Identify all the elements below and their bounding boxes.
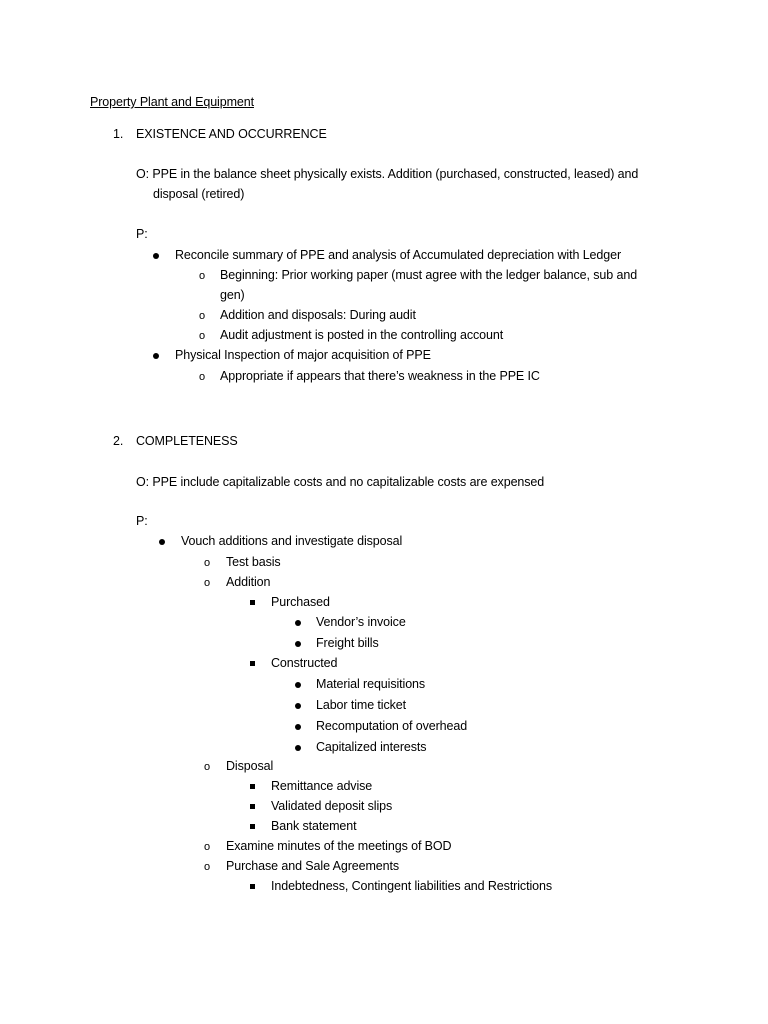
list-item: Material requisitions	[316, 677, 426, 691]
section-2-procedures-label: P:	[136, 514, 148, 528]
square-bullet-icon	[245, 878, 259, 894]
square-bullet-icon	[245, 594, 259, 610]
square-bullet-icon	[245, 798, 259, 814]
hollow-circle-bullet-icon: o	[203, 861, 211, 873]
list-item-continuation: gen)	[220, 288, 245, 302]
list-item: Disposal	[226, 759, 274, 773]
list-item: Audit adjustment is posted in the controlling account	[220, 328, 504, 342]
square-bullet-icon	[245, 655, 259, 671]
list-item: Appropriate if appears that there’s weakness in the PPE IC	[220, 369, 540, 383]
hollow-circle-bullet-icon: o	[203, 577, 211, 589]
section-1-heading: EXISTENCE AND OCCURRENCE	[136, 127, 327, 141]
list-item: Purchase and Sale Agreements	[226, 859, 400, 873]
list-item: Test basis	[226, 555, 281, 569]
section-1-objective-line-1: O: PPE in the balance sheet physically exists. Addition (purchased, constructed, leased) and	[136, 167, 639, 181]
list-item: Constructed	[271, 656, 338, 670]
list-item: Examine minutes of the meetings of BOD	[226, 839, 452, 853]
square-bullet-icon	[245, 778, 259, 794]
list-item: Vendor’s invoice	[316, 615, 406, 629]
filled-circle-bullet-icon	[291, 676, 305, 692]
list-item: Bank statement	[271, 819, 357, 833]
filled-circle-bullet-icon	[291, 739, 305, 755]
list-item: Freight bills	[316, 636, 379, 650]
list-item: Recomputation of overhead	[316, 719, 468, 733]
filled-circle-bullet-icon	[291, 718, 305, 734]
list-item: Physical Inspection of major acquisition of PPE	[175, 348, 431, 362]
list-item: Addition	[226, 575, 271, 589]
filled-circle-bullet-icon	[149, 347, 163, 363]
list-item: Validated deposit slips	[271, 799, 393, 813]
hollow-circle-bullet-icon: o	[198, 330, 206, 342]
section-1-procedures-label: P:	[136, 227, 148, 241]
hollow-circle-bullet-icon: o	[198, 310, 206, 322]
section-1-number: 1.	[113, 127, 124, 141]
hollow-circle-bullet-icon: o	[203, 841, 211, 853]
hollow-circle-bullet-icon: o	[198, 270, 206, 282]
list-item: Addition and disposals: During audit	[220, 308, 416, 322]
list-item: Indebtedness, Contingent liabilities and Restrictions	[271, 879, 552, 893]
hollow-circle-bullet-icon: o	[198, 371, 206, 383]
filled-circle-bullet-icon	[291, 635, 305, 651]
section-2-heading: COMPLETENESS	[136, 434, 238, 448]
list-item: Remittance advise	[271, 779, 373, 793]
section-1-objective-line-2: disposal (retired)	[153, 187, 245, 201]
filled-circle-bullet-icon	[291, 697, 305, 713]
section-2-objective: O: PPE include capitalizable costs and no capitalizable costs are expensed	[136, 475, 545, 489]
list-item: Labor time ticket	[316, 698, 407, 712]
list-item: Beginning: Prior working paper (must agree with the ledger balance, sub and	[220, 268, 638, 282]
list-item: Purchased	[271, 595, 330, 609]
section-2-number: 2.	[113, 434, 124, 448]
filled-circle-bullet-icon	[149, 247, 163, 263]
filled-circle-bullet-icon	[291, 614, 305, 630]
list-item: Vouch additions and investigate disposal	[181, 534, 403, 548]
document-title: Property Plant and Equipment	[90, 95, 254, 109]
list-item: Capitalized interests	[316, 740, 427, 754]
list-item: Reconcile summary of PPE and analysis of Accumulated depreciation with Ledger	[175, 248, 622, 262]
hollow-circle-bullet-icon: o	[203, 557, 211, 569]
filled-circle-bullet-icon	[155, 533, 169, 549]
square-bullet-icon	[245, 818, 259, 834]
hollow-circle-bullet-icon: o	[203, 761, 211, 773]
